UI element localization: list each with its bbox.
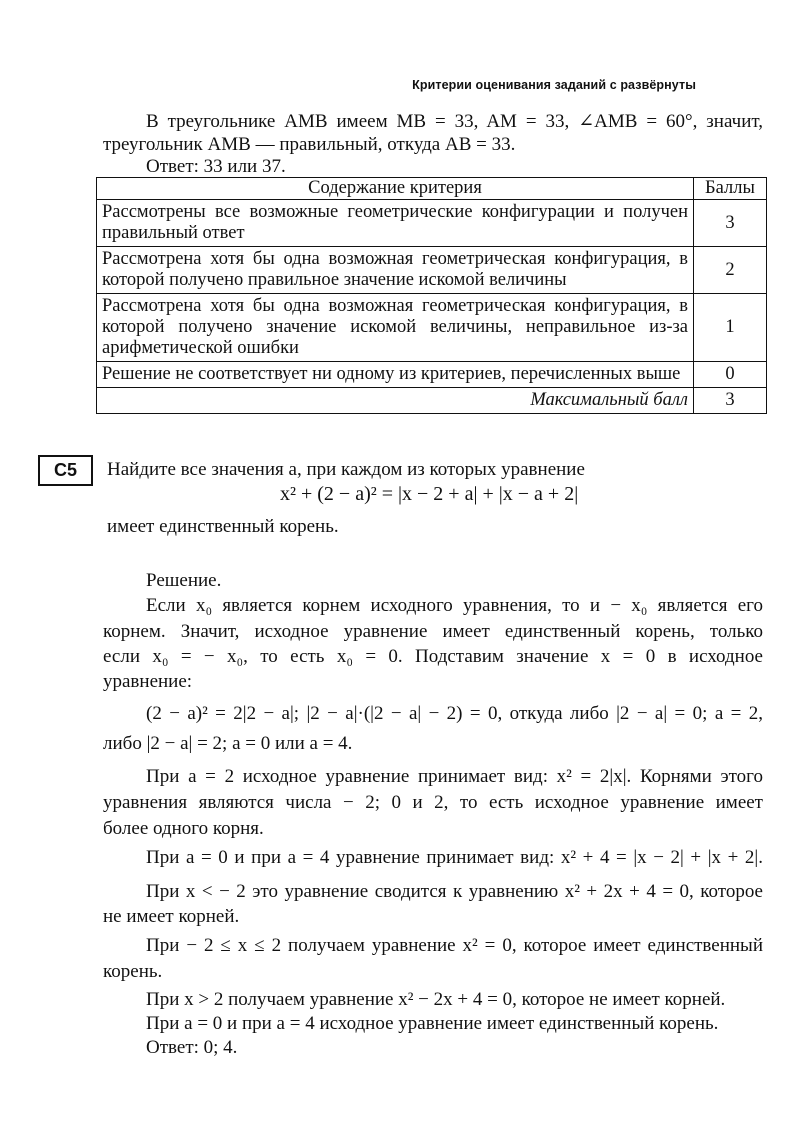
solution-line: При − 2 ≤ x ≤ 2 получаем уравнение x² = 0, которое имеет единственный — [146, 935, 763, 956]
criterion-text: Рассмотрены все возможные геометрические конфигурации и получен правильный ответ — [97, 200, 694, 247]
table-row — [97, 294, 767, 362]
solution-line: При x < − 2 это уравнение сводится к уравнению x² + 2x + 4 = 0, которое — [146, 881, 763, 902]
criteria-table — [96, 177, 767, 414]
table-row — [97, 200, 767, 247]
task-label-badge: С5 — [38, 455, 93, 486]
solution-answer: Ответ: 0; 4. — [146, 1037, 238, 1058]
criterion-score: 2 — [694, 247, 767, 294]
page-header: Критерии оценивания заданий с развёрнуты — [412, 78, 696, 92]
task-statement: Найдите все значения a, при каждом из которых уравнение — [107, 459, 585, 480]
solution-line: Если x₀ является корнем исходного уравнения, то и − x₀ является его — [146, 595, 763, 616]
table-header-score: Баллы — [694, 178, 767, 200]
solution-line: (2 − a)² = 2|2 − a|; |2 − a|·(|2 − a| − 2) = 0, откуда либо |2 − a| = 0; a = 2, — [146, 703, 763, 724]
solution-line: При a = 0 и при a = 4 уравнение принимает вид: x² + 4 = |x − 2| + |x + 2|. — [146, 847, 763, 868]
solution-line: корень. — [103, 961, 163, 982]
task-equation: x² + (2 − a)² = |x − 2 + a| + |x − a + 2| — [280, 483, 579, 505]
intro-line-2: треугольник AMB — правильный, откуда AB = 33. — [103, 134, 516, 155]
solution-line: уравнения являются числа − 2; 0 и 2, то есть исходное уравнение имеет — [103, 792, 763, 813]
intro-line-1: В треугольнике AMB имеем MB = 33, AM = 33, ∠AMB = 60°, значит, — [146, 111, 763, 132]
task-statement-tail: имеет единственный корень. — [107, 516, 339, 537]
solution-line: если x₀ = − x₀, то есть x₀ = 0. Подставим значение x = 0 в исходное — [103, 646, 763, 667]
table-header-criterion: Содержание критерия — [97, 178, 694, 200]
criterion-score: 3 — [694, 200, 767, 247]
solution-line: более одного корня. — [103, 818, 264, 839]
criterion-score: 0 — [694, 362, 767, 388]
table-header-row — [97, 178, 767, 200]
max-score-label: Максимальный балл — [97, 388, 694, 414]
solution-line: При x > 2 получаем уравнение x² − 2x + 4 = 0, которое не имеет корней. — [146, 989, 726, 1010]
solution-line: уравнение: — [103, 671, 193, 692]
criterion-text: Рассмотрена хотя бы одна возможная геометрическая конфигурация, в которой получено значение искомой величины, неправильное из-за арифметической ошибки — [97, 294, 694, 362]
solution-line: При a = 2 исходное уравнение принимает вид: x² = 2|x|. Корнями этого — [146, 766, 763, 787]
table-max-row — [97, 388, 767, 414]
table-row — [97, 362, 767, 388]
criterion-text: Рассмотрена хотя бы одна возможная геометрическая конфигурация, в которой получено правильное значение искомой величины — [97, 247, 694, 294]
solution-line: либо |2 − a| = 2; a = 0 или a = 4. — [103, 733, 353, 754]
criterion-text: Решение не соответствует ни одному из критериев, перечисленных выше — [97, 362, 694, 388]
table-row — [97, 247, 767, 294]
criterion-score: 1 — [694, 294, 767, 362]
solution-line: При a = 0 и при a = 4 исходное уравнение имеет единственный корень. — [146, 1013, 719, 1034]
intro-answer: Ответ: 33 или 37. — [146, 156, 286, 177]
max-score-value: 3 — [694, 388, 767, 414]
solution-line: корнем. Значит, исходное уравнение имеет единственный корень, только — [103, 621, 763, 642]
solution-title: Решение. — [146, 570, 222, 591]
solution-line: не имеет корней. — [103, 906, 240, 927]
